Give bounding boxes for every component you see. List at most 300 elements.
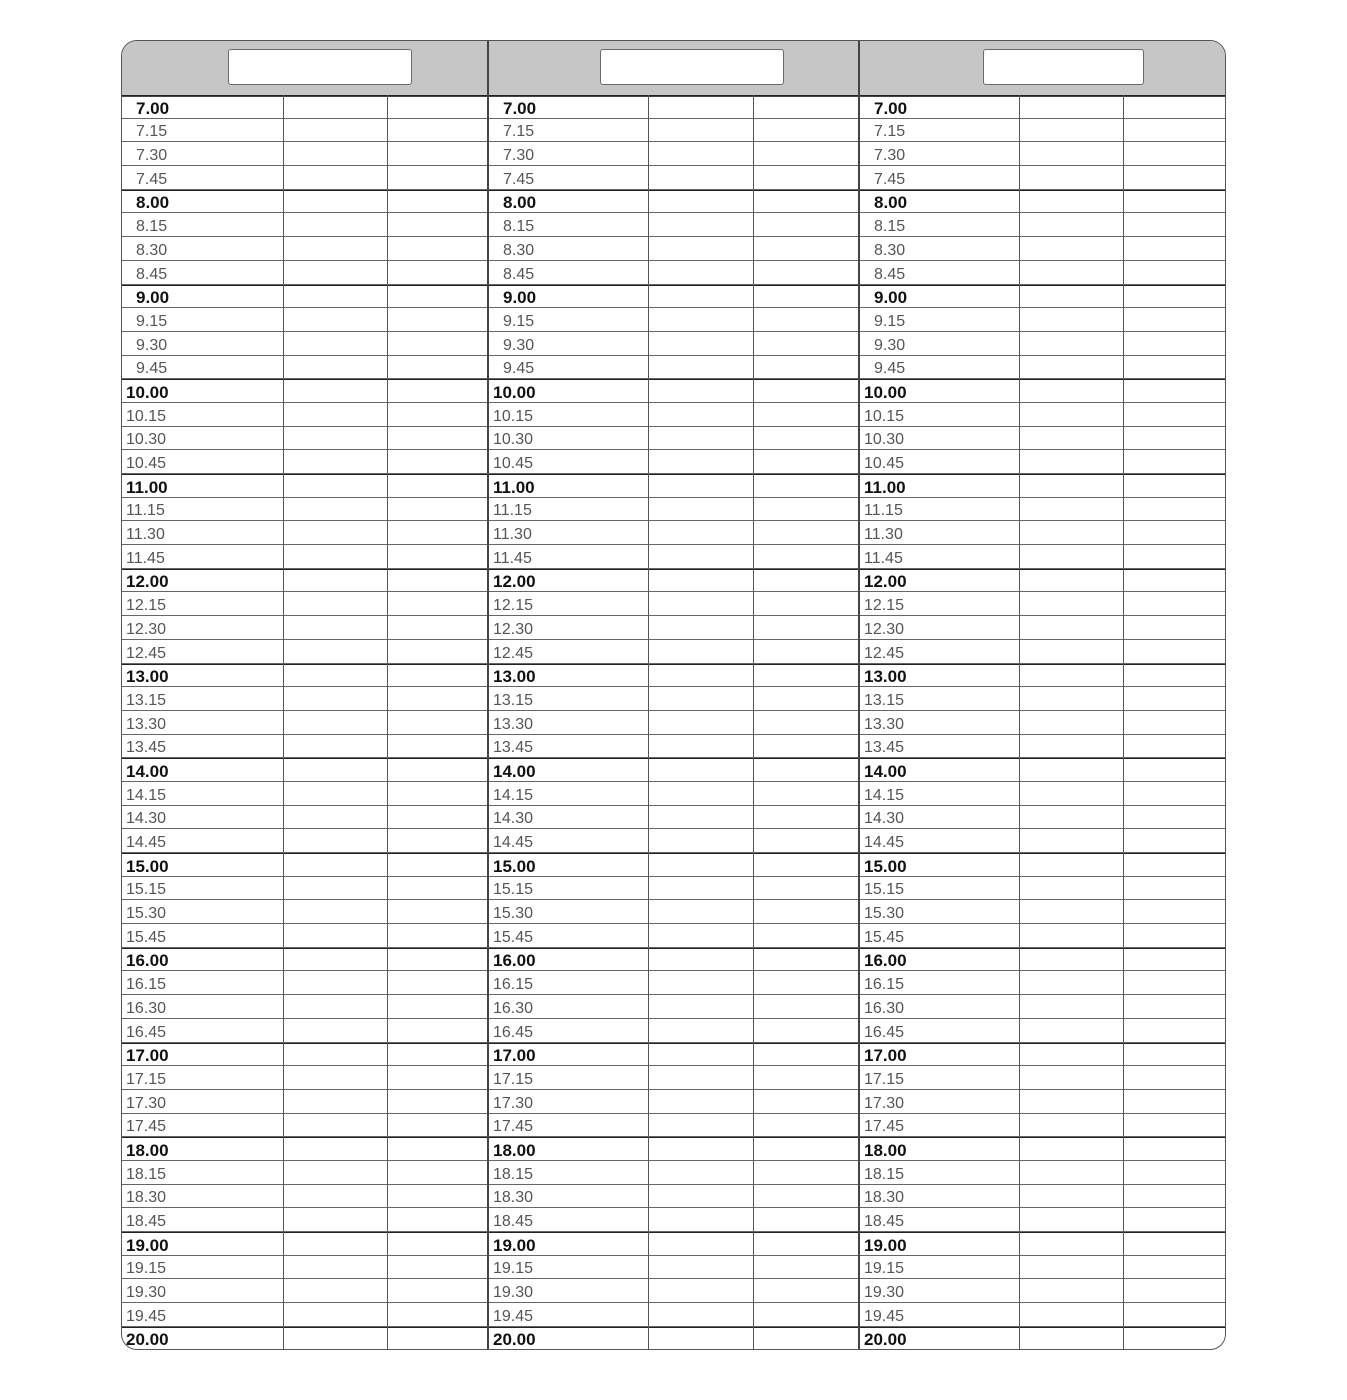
time-label: 11.30 <box>493 526 532 544</box>
time-slot-row[interactable] <box>489 877 858 901</box>
time-label: 18.30 <box>126 1189 167 1207</box>
time-slot-row[interactable] <box>122 498 487 522</box>
time-slot-row[interactable] <box>489 1327 858 1350</box>
time-label: 15.00 <box>864 856 907 876</box>
time-label: 16.30 <box>864 999 905 1017</box>
time-slot-row[interactable] <box>489 687 858 711</box>
time-label: 9.30 <box>874 336 906 354</box>
time-label: 12.45 <box>493 644 534 662</box>
time-slot-row[interactable] <box>860 166 1226 190</box>
time-label: 9.30 <box>136 336 168 354</box>
time-grid-2 <box>489 95 858 1349</box>
time-slot-row[interactable] <box>860 1137 1226 1161</box>
time-label: 16.00 <box>864 951 907 971</box>
time-slot-row[interactable] <box>122 1114 487 1138</box>
time-label: 8.30 <box>503 241 535 259</box>
time-slot-row[interactable] <box>860 948 1226 972</box>
time-slot-row[interactable] <box>860 1232 1226 1256</box>
time-label: 12.15 <box>126 597 167 615</box>
time-label: 18.00 <box>493 1140 536 1160</box>
time-label: 9.00 <box>136 288 170 308</box>
time-label: 14.00 <box>126 761 169 781</box>
time-slot-row[interactable] <box>489 853 858 877</box>
time-label: 12.45 <box>864 644 905 662</box>
time-slot-row[interactable] <box>860 735 1226 759</box>
time-slot-row[interactable] <box>489 1232 858 1256</box>
time-label: 12.15 <box>864 597 905 615</box>
time-label: 19.15 <box>493 1260 534 1278</box>
time-slot-row[interactable] <box>860 427 1226 451</box>
time-slot-row[interactable] <box>122 900 487 924</box>
time-label: 13.30 <box>493 715 534 733</box>
time-slot-row[interactable] <box>122 664 487 688</box>
time-slot-row[interactable] <box>860 711 1226 735</box>
time-slot-row[interactable] <box>860 877 1226 901</box>
time-slot-row[interactable] <box>860 521 1226 545</box>
time-slot-row[interactable] <box>122 877 487 901</box>
time-slot-row[interactable] <box>860 1161 1226 1185</box>
time-label: 18.45 <box>126 1213 167 1230</box>
time-slot-row[interactable] <box>860 545 1226 569</box>
time-label: 11.30 <box>126 526 165 544</box>
time-label: 8.00 <box>503 193 537 213</box>
time-label: 17.45 <box>126 1118 167 1136</box>
time-slot-row[interactable] <box>489 924 858 948</box>
time-slot-row[interactable] <box>122 853 487 877</box>
time-grid-3 <box>860 95 1226 1349</box>
time-label: 11.15 <box>126 502 165 520</box>
time-slot-row[interactable] <box>860 806 1226 830</box>
time-label: 7.30 <box>874 147 906 165</box>
time-slot-row[interactable] <box>122 379 487 403</box>
time-slot-row[interactable] <box>122 1303 487 1327</box>
time-label: 10.00 <box>493 382 536 402</box>
time-slot-row[interactable] <box>122 1090 487 1114</box>
time-label: 7.15 <box>136 123 168 141</box>
time-slot-row[interactable] <box>122 142 487 166</box>
time-label: 17.00 <box>864 1046 907 1066</box>
time-label: 17.30 <box>864 1094 905 1112</box>
time-slot-row[interactable] <box>860 1279 1226 1303</box>
time-label: 8.45 <box>136 265 168 283</box>
time-label: 16.00 <box>493 951 536 971</box>
time-label: 9.45 <box>874 360 906 378</box>
time-label: 13.15 <box>493 691 534 709</box>
time-slot-row[interactable] <box>860 640 1226 664</box>
time-label: 7.00 <box>136 98 170 118</box>
time-slot-row[interactable] <box>489 735 858 759</box>
time-label: 18.00 <box>864 1140 907 1160</box>
time-label: 19.15 <box>126 1260 167 1278</box>
time-label: 9.15 <box>503 312 535 330</box>
time-slot-row[interactable] <box>122 1327 487 1350</box>
time-slot-row[interactable] <box>122 806 487 830</box>
time-label: 13.45 <box>126 739 167 757</box>
time-slot-row[interactable] <box>489 1256 858 1280</box>
time-slot-row[interactable] <box>489 616 858 640</box>
time-label: 19.00 <box>493 1235 536 1255</box>
time-slot-row[interactable] <box>860 1114 1226 1138</box>
time-slot-row[interactable] <box>122 592 487 616</box>
time-slot-row[interactable] <box>860 261 1226 285</box>
time-slot-row[interactable] <box>860 1256 1226 1280</box>
time-label: 11.15 <box>864 502 903 520</box>
time-slot-row[interactable] <box>860 450 1226 474</box>
time-label: 10.00 <box>864 382 907 402</box>
time-slot-row[interactable] <box>489 1019 858 1043</box>
time-label: 10.30 <box>126 431 167 449</box>
time-label: 13.00 <box>126 667 169 687</box>
time-slot-row[interactable] <box>122 356 487 380</box>
time-slot-row[interactable] <box>489 1043 858 1067</box>
time-slot-row[interactable] <box>489 1090 858 1114</box>
time-slot-row[interactable] <box>122 190 487 214</box>
time-label: 15.15 <box>126 881 167 899</box>
time-label: 17.15 <box>126 1070 167 1088</box>
time-slot-row[interactable] <box>489 1114 858 1138</box>
time-slot-row[interactable] <box>489 900 858 924</box>
time-label: 15.00 <box>126 856 169 876</box>
time-slot-row[interactable] <box>122 758 487 782</box>
time-slot-row[interactable] <box>489 427 858 451</box>
time-label: 8.45 <box>874 265 906 283</box>
divider <box>1019 95 1020 1349</box>
time-slot-row[interactable] <box>122 1161 487 1185</box>
time-slot-row[interactable] <box>860 758 1226 782</box>
time-slot-row[interactable] <box>122 261 487 285</box>
time-slot-row[interactable] <box>860 308 1226 332</box>
time-slot-row[interactable] <box>122 213 487 237</box>
time-label: 14.00 <box>864 761 907 781</box>
time-slot-row[interactable] <box>860 971 1226 995</box>
time-label: 15.45 <box>493 928 534 946</box>
time-slot-row[interactable] <box>860 403 1226 427</box>
time-slot-row[interactable] <box>489 1137 858 1161</box>
time-label: 9.15 <box>136 312 168 330</box>
time-label: 9.30 <box>503 336 535 354</box>
time-label: 14.00 <box>493 761 536 781</box>
time-slot-row[interactable] <box>122 829 487 853</box>
time-slot-row[interactable] <box>489 450 858 474</box>
time-slot-row[interactable] <box>489 711 858 735</box>
time-slot-row[interactable] <box>122 1185 487 1209</box>
divider <box>387 95 388 1349</box>
divider <box>283 95 284 1349</box>
time-slot-row[interactable] <box>489 664 858 688</box>
time-label: 19.00 <box>126 1235 169 1255</box>
time-label: 8.15 <box>136 218 168 236</box>
time-label: 18.15 <box>864 1165 905 1183</box>
time-label: 10.30 <box>493 431 534 449</box>
time-slot-row[interactable] <box>860 1327 1226 1350</box>
time-label: 11.00 <box>864 477 906 497</box>
time-label: 12.30 <box>864 620 905 638</box>
schedule-column-2 <box>489 41 858 1349</box>
time-slot-row[interactable] <box>489 474 858 498</box>
time-slot-row[interactable] <box>122 569 487 593</box>
time-slot-row[interactable] <box>860 379 1226 403</box>
time-slot-row[interactable] <box>860 995 1226 1019</box>
time-label: 8.45 <box>503 265 535 283</box>
time-label: 18.30 <box>864 1189 905 1207</box>
time-label: 7.30 <box>136 147 168 165</box>
time-label: 8.30 <box>136 241 168 259</box>
time-slot-row[interactable] <box>489 1066 858 1090</box>
time-slot-row[interactable] <box>122 237 487 261</box>
time-label: 7.15 <box>874 123 906 141</box>
time-label: 10.00 <box>126 382 169 402</box>
time-label: 12.00 <box>864 572 907 592</box>
time-slot-row[interactable] <box>122 521 487 545</box>
time-slot-row[interactable] <box>122 1208 487 1232</box>
time-label: 10.15 <box>493 407 534 425</box>
time-label: 18.30 <box>493 1189 534 1207</box>
time-label: 18.45 <box>864 1213 905 1230</box>
time-slot-row[interactable] <box>860 1066 1226 1090</box>
time-label: 16.45 <box>864 1023 905 1041</box>
time-slot-row[interactable] <box>489 995 858 1019</box>
time-label: 17.45 <box>864 1118 905 1136</box>
time-grid-1 <box>122 95 487 1349</box>
time-label: 17.30 <box>493 1094 534 1112</box>
time-slot-row[interactable] <box>860 616 1226 640</box>
time-slot-row[interactable] <box>489 498 858 522</box>
time-label: 11.45 <box>126 549 165 567</box>
time-slot-row[interactable] <box>122 332 487 356</box>
time-label: 13.30 <box>864 715 905 733</box>
divider <box>648 95 649 1349</box>
time-slot-row[interactable] <box>489 829 858 853</box>
time-slot-row[interactable] <box>122 924 487 948</box>
time-label: 15.15 <box>493 881 534 899</box>
time-label: 19.45 <box>493 1307 534 1325</box>
time-slot-row[interactable] <box>489 190 858 214</box>
time-label: 10.15 <box>126 407 167 425</box>
time-slot-row[interactable] <box>860 924 1226 948</box>
time-label: 13.00 <box>493 667 536 687</box>
time-label: 13.15 <box>864 691 905 709</box>
time-slot-row[interactable] <box>860 213 1226 237</box>
time-label: 10.45 <box>864 455 905 472</box>
time-label: 13.00 <box>864 667 907 687</box>
time-slot-row[interactable] <box>489 640 858 664</box>
time-slot-row[interactable] <box>860 332 1226 356</box>
time-slot-row[interactable] <box>489 782 858 806</box>
time-label: 14.30 <box>126 810 167 828</box>
time-slot-row[interactable] <box>860 474 1226 498</box>
time-slot-row[interactable] <box>860 237 1226 261</box>
time-slot-row[interactable] <box>860 687 1226 711</box>
time-slot-row[interactable] <box>860 119 1226 143</box>
time-slot-row[interactable] <box>860 782 1226 806</box>
time-label: 20.00 <box>126 1330 169 1350</box>
time-slot-row[interactable] <box>860 664 1226 688</box>
time-label: 15.15 <box>864 881 905 899</box>
time-label: 17.45 <box>493 1118 534 1136</box>
time-slot-row[interactable] <box>489 1185 858 1209</box>
time-label: 8.00 <box>136 193 170 213</box>
time-slot-row[interactable] <box>489 758 858 782</box>
time-label: 9.15 <box>874 312 906 330</box>
time-slot-row[interactable] <box>489 1303 858 1327</box>
time-slot-row[interactable] <box>860 142 1226 166</box>
time-label: 7.15 <box>503 123 535 141</box>
time-slot-row[interactable] <box>489 1208 858 1232</box>
time-label: 8.15 <box>874 218 906 236</box>
time-label: 12.30 <box>126 620 167 638</box>
time-slot-row[interactable] <box>860 498 1226 522</box>
time-label: 18.15 <box>126 1165 167 1183</box>
time-slot-row[interactable] <box>860 592 1226 616</box>
time-label: 15.30 <box>126 905 167 923</box>
time-slot-row[interactable] <box>860 285 1226 309</box>
time-slot-row[interactable] <box>489 285 858 309</box>
time-slot-row[interactable] <box>122 1256 487 1280</box>
time-label: 11.00 <box>126 477 168 497</box>
time-slot-row[interactable] <box>122 616 487 640</box>
time-slot-row[interactable] <box>122 285 487 309</box>
time-label: 16.30 <box>493 999 534 1017</box>
time-slot-row[interactable] <box>489 521 858 545</box>
time-label: 10.30 <box>864 431 905 449</box>
time-slot-row[interactable] <box>860 829 1226 853</box>
time-slot-row[interactable] <box>860 1043 1226 1067</box>
time-label: 12.00 <box>493 572 536 592</box>
time-slot-row[interactable] <box>860 356 1226 380</box>
time-slot-row[interactable] <box>860 1019 1226 1043</box>
time-label: 15.45 <box>126 928 167 946</box>
time-slot-row[interactable] <box>860 190 1226 214</box>
time-slot-row[interactable] <box>122 711 487 735</box>
schedule-column-3 <box>860 41 1226 1349</box>
time-label: 10.45 <box>493 455 534 472</box>
time-slot-row[interactable] <box>122 95 487 119</box>
time-slot-row[interactable] <box>489 142 858 166</box>
time-label: 7.45 <box>136 170 168 188</box>
time-slot-row[interactable] <box>489 119 858 143</box>
time-slot-row[interactable] <box>860 900 1226 924</box>
time-label: 9.00 <box>503 288 537 308</box>
time-label: 17.00 <box>493 1046 536 1066</box>
time-label: 14.15 <box>493 786 534 804</box>
time-slot-row[interactable] <box>489 948 858 972</box>
time-slot-row[interactable] <box>122 782 487 806</box>
time-label: 16.15 <box>864 976 905 994</box>
time-slot-row[interactable] <box>122 119 487 143</box>
time-label: 20.00 <box>493 1330 536 1350</box>
time-label: 11.00 <box>493 477 535 497</box>
time-label: 16.30 <box>126 999 167 1017</box>
time-slot-row[interactable] <box>489 356 858 380</box>
time-slot-row[interactable] <box>122 166 487 190</box>
time-slot-row[interactable] <box>489 213 858 237</box>
time-label: 8.00 <box>874 193 908 213</box>
time-slot-row[interactable] <box>489 237 858 261</box>
time-label: 11.45 <box>864 549 903 567</box>
time-slot-row[interactable] <box>122 640 487 664</box>
time-label: 10.45 <box>126 455 167 472</box>
time-label: 15.30 <box>864 905 905 923</box>
time-label: 15.30 <box>493 905 534 923</box>
time-label: 14.30 <box>493 810 534 828</box>
time-label: 17.00 <box>126 1046 169 1066</box>
time-slot-row[interactable] <box>122 1232 487 1256</box>
time-slot-row[interactable] <box>122 735 487 759</box>
time-label: 20.00 <box>864 1330 907 1350</box>
time-label: 11.45 <box>493 549 532 567</box>
time-slot-row[interactable] <box>860 853 1226 877</box>
time-slot-row[interactable] <box>489 261 858 285</box>
time-slot-row[interactable] <box>489 971 858 995</box>
time-slot-row[interactable] <box>122 1019 487 1043</box>
time-slot-row[interactable] <box>122 545 487 569</box>
time-label: 14.45 <box>126 834 167 851</box>
time-label: 14.15 <box>126 786 167 804</box>
time-slot-row[interactable] <box>489 592 858 616</box>
time-label: 7.45 <box>874 170 906 188</box>
time-slot-row[interactable] <box>122 1043 487 1067</box>
time-slot-row[interactable] <box>122 308 487 332</box>
time-slot-row[interactable] <box>122 971 487 995</box>
time-slot-row[interactable] <box>489 95 858 119</box>
time-slot-row[interactable] <box>489 545 858 569</box>
time-slot-row[interactable] <box>122 1137 487 1161</box>
time-slot-row[interactable] <box>489 806 858 830</box>
time-slot-row[interactable] <box>489 1279 858 1303</box>
time-label: 11.15 <box>493 502 532 520</box>
time-slot-row[interactable] <box>122 1279 487 1303</box>
time-slot-row[interactable] <box>122 948 487 972</box>
time-label: 19.30 <box>493 1284 534 1302</box>
time-label: 12.45 <box>126 644 167 662</box>
schedule-column-1 <box>122 41 487 1349</box>
time-slot-row[interactable] <box>860 1303 1226 1327</box>
time-slot-row[interactable] <box>489 379 858 403</box>
time-slot-row[interactable] <box>489 403 858 427</box>
time-slot-row[interactable] <box>122 403 487 427</box>
time-slot-row[interactable] <box>860 1185 1226 1209</box>
time-slot-row[interactable] <box>122 995 487 1019</box>
time-label: 7.30 <box>503 147 535 165</box>
time-slot-row[interactable] <box>122 427 487 451</box>
divider <box>1123 95 1124 1349</box>
time-slot-row[interactable] <box>860 1090 1226 1114</box>
time-slot-row[interactable] <box>122 450 487 474</box>
time-slot-row[interactable] <box>489 166 858 190</box>
time-slot-row[interactable] <box>122 1066 487 1090</box>
time-slot-row[interactable] <box>489 569 858 593</box>
time-label: 9.00 <box>874 288 908 308</box>
time-slot-row[interactable] <box>860 569 1226 593</box>
time-label: 13.45 <box>864 739 905 757</box>
time-slot-row[interactable] <box>860 1208 1226 1232</box>
time-label: 16.45 <box>493 1023 534 1041</box>
time-slot-row[interactable] <box>489 1161 858 1185</box>
time-label: 19.30 <box>864 1284 905 1302</box>
time-label: 11.30 <box>864 526 903 544</box>
time-label: 14.15 <box>864 786 905 804</box>
time-slot-row[interactable] <box>489 332 858 356</box>
time-label: 15.00 <box>493 856 536 876</box>
divider <box>753 95 754 1349</box>
time-label: 12.15 <box>493 597 534 615</box>
time-label: 17.30 <box>126 1094 167 1112</box>
time-label: 17.15 <box>493 1070 534 1088</box>
time-slot-row[interactable] <box>122 687 487 711</box>
time-slot-row[interactable] <box>122 474 487 498</box>
time-slot-row[interactable] <box>489 308 858 332</box>
time-slot-row[interactable] <box>860 95 1226 119</box>
